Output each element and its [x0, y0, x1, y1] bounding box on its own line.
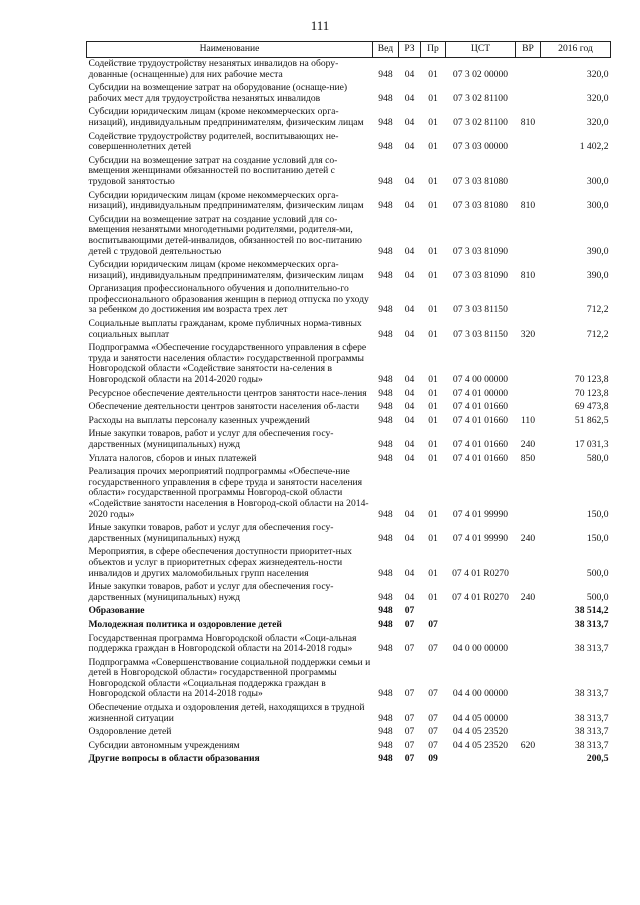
row-amount: 51 862,5: [574, 414, 609, 426]
row-ved: 948: [378, 245, 393, 257]
row-cst: [446, 605, 516, 619]
row-ved: 948: [378, 387, 393, 399]
row-ved: 948: [378, 618, 393, 630]
row-vr: [516, 605, 541, 619]
page-number: 111: [310, 18, 330, 33]
row-vr: [516, 131, 541, 155]
table-row: [87, 453, 611, 467]
row-cst: 07 4 01 00000: [452, 387, 509, 399]
row-rz: 07: [404, 726, 415, 738]
row-amount: 38 313,7: [574, 712, 609, 724]
row-name: Субсидии на возмещение затрат на создание условий для со-вмещения незанятыми многодетными родителями, родителя-ми, воспитывающими детей-инвалидов, обязанностей по вос-питанию детей с трудовой деятельностью: [88, 213, 362, 257]
row-rz: 04: [404, 141, 415, 153]
header-pr: Пр: [421, 42, 446, 58]
row-rz: 04: [404, 269, 415, 281]
row-rz: 07: [404, 712, 415, 724]
row-ved: 948: [378, 414, 393, 426]
row-rz: 04: [404, 328, 415, 340]
header-rz: РЗ: [399, 42, 421, 58]
row-name: Мероприятия, в сфере обеспечения доступности приоритет-ных объектов и услуг в приоритетных сферах жизнедеятель-ности инвалидов и других маломобильных групп населения: [88, 546, 352, 579]
row-rz: 04: [404, 304, 415, 316]
row-ved: 948: [378, 141, 393, 153]
table-row: [87, 726, 611, 740]
row-rz: 04: [404, 116, 415, 128]
row-cst: 07 3 02 81100: [453, 116, 508, 128]
row-rz: 04: [404, 414, 415, 426]
row-pr: [421, 605, 446, 619]
row-pr: 01: [428, 328, 438, 340]
row-cst: 07 3 03 81090: [452, 245, 509, 257]
row-cst: 07 4 01 01660: [452, 439, 509, 450]
row-cst: 07 3 02 00000: [452, 68, 509, 80]
row-ved: 948: [378, 401, 393, 413]
row-pr: 07: [428, 643, 438, 655]
row-name: Содействие трудоустройству незанятых инвалидов на обору-дованные (оснащенные) для них рабочие места: [88, 58, 339, 80]
row-amount: 38 313,7: [574, 688, 609, 700]
row-name: Содействие трудоустройству родителей, воспитывающих не-совершеннолетних детей: [88, 130, 339, 153]
row-name: Молодежная политика и оздоровление детей: [88, 618, 282, 630]
row-rz: 04: [404, 401, 415, 413]
row-vr: [516, 633, 541, 657]
row-ved: 948: [378, 175, 393, 187]
row-cst: 04 4 05 00000: [452, 712, 509, 724]
row-cst: 07 3 03 00000: [452, 141, 509, 153]
table-row: [87, 259, 611, 283]
row-rz: 04: [404, 200, 415, 212]
row-amount: 38 313,7: [574, 618, 609, 630]
row-vr: [516, 342, 541, 387]
row-cst: 04 0 00 00000: [452, 643, 509, 655]
row-vr: [516, 726, 541, 740]
row-vr: [516, 214, 541, 259]
row-rz: 07: [404, 605, 415, 617]
row-amount: 300,0: [586, 175, 609, 187]
row-cst: [446, 619, 516, 633]
table-row: [87, 702, 611, 726]
row-vr: [516, 546, 541, 581]
row-vr: [516, 466, 541, 522]
row-amount: 38 313,7: [574, 643, 609, 655]
table-row: [87, 740, 611, 754]
row-pr: 01: [428, 175, 438, 187]
table-row: [87, 401, 611, 415]
table-row: [87, 466, 611, 522]
row-name: Иные закупки товаров, работ и услуг для обеспечения госу-дарственных (муниципальных) нужд: [88, 581, 334, 603]
row-rz: 04: [404, 175, 415, 187]
row-name: Субсидии на возмещение затрат на создание условий для со-вмещения женщинами обязанностей по воспитанию детей с трудовой занятостью: [88, 154, 338, 187]
row-ved: 948: [378, 269, 393, 281]
row-cst: 07 3 03 81150: [453, 328, 508, 340]
row-vr: 320: [520, 328, 536, 340]
row-amount: 390,0: [586, 245, 609, 257]
row-amount: 70 123,8: [574, 374, 609, 386]
row-ved: 948: [378, 304, 393, 316]
table-row: [87, 415, 611, 429]
row-vr: [516, 401, 541, 415]
row-name: Социальные выплаты гражданам, кроме публичных норма-тивных социальных выплат: [88, 318, 362, 340]
row-amount: 70 123,8: [574, 387, 609, 399]
row-cst: 07 4 01 01660: [452, 414, 509, 426]
row-name: Подпрограмма «Совершенствование социальной поддержки семьи и детей в Новгородской области» государственной программы Новгородской области «Социальная поддержка граждан в Новгородской области на 2014-2018 годы»: [88, 656, 371, 700]
row-rz: 04: [404, 508, 415, 520]
table-row: [87, 753, 611, 767]
row-rz: 04: [404, 567, 415, 579]
row-amount: 390,0: [586, 269, 609, 281]
row-name: Расходы на выплаты персоналу казенных учреждений: [88, 414, 310, 426]
row-amount: 17 031,3: [574, 439, 609, 450]
row-rz: 04: [404, 591, 415, 603]
row-cst: 07 3 03 81150: [453, 304, 508, 316]
row-ved: 948: [378, 374, 393, 386]
row-cst: 07 4 01 01660: [452, 401, 509, 413]
row-ved: 948: [378, 712, 393, 724]
row-rz: 04: [404, 532, 415, 544]
row-pr: 07: [428, 726, 438, 738]
row-name: Субсидии на возмещение затрат на оборудование (оснаще-ние) рабочих мест для трудоустройства незанятых инвалидов: [88, 82, 348, 104]
row-name: Иные закупки товаров, работ и услуг для обеспечения госу-дарственных (муниципальных) нужд: [88, 428, 334, 450]
row-pr: 01: [428, 401, 438, 413]
row-pr: 07: [428, 739, 438, 751]
row-cst: 07 4 01 99990: [452, 532, 509, 544]
row-ved: 948: [378, 328, 393, 340]
row-ved: 948: [378, 92, 393, 104]
table-row: [87, 155, 611, 190]
row-pr: 01: [428, 387, 438, 399]
row-amount: 320,0: [586, 92, 609, 104]
row-pr: 01: [428, 414, 438, 426]
row-ved: 948: [378, 200, 393, 212]
row-amount: 200,5: [586, 753, 609, 765]
row-name: Субсидии юридическим лицам (кроме некоммерческих орга-низаций), индивидуальным предпринимателям, физическим лицам: [88, 189, 364, 212]
row-cst: 07 4 00 00000: [452, 374, 509, 386]
budget-table: [86, 41, 611, 767]
row-ved: 948: [378, 116, 393, 128]
row-pr: 01: [428, 92, 438, 104]
row-ved: 948: [378, 643, 393, 655]
table-row: [87, 106, 611, 130]
table-row: [87, 388, 611, 402]
row-pr: 01: [428, 591, 438, 603]
row-rz: 07: [404, 688, 415, 700]
row-ved: 948: [378, 591, 393, 603]
row-rz: 07: [404, 739, 415, 751]
table-row: [87, 190, 611, 214]
row-amount: 500,0: [586, 567, 609, 579]
row-cst: 07 4 01 R0270: [452, 567, 509, 579]
table-row: [87, 657, 611, 702]
row-rz: 04: [404, 245, 415, 257]
row-rz: 07: [404, 753, 415, 765]
table-header-row: [87, 42, 611, 58]
row-rz: 04: [404, 68, 415, 80]
row-amount: 150,0: [586, 532, 609, 544]
table-row: [87, 581, 611, 605]
row-rz: 04: [404, 387, 415, 399]
row-vr: 620: [520, 739, 536, 751]
row-rz: 04: [404, 452, 415, 464]
table-row: [87, 342, 611, 387]
row-cst: 04 4 05 23520: [452, 726, 509, 738]
row-vr: [516, 619, 541, 633]
row-amount: 580,0: [586, 452, 609, 464]
row-amount: 38 313,7: [574, 726, 609, 738]
row-cst: [446, 753, 516, 767]
row-pr: 09: [428, 753, 438, 765]
table-row: [87, 318, 611, 342]
table-row: [87, 428, 611, 452]
row-vr: [516, 702, 541, 726]
row-ved: 948: [378, 739, 393, 751]
row-cst: 04 4 05 23520: [452, 739, 509, 751]
row-pr: 01: [428, 116, 438, 128]
row-name: Реализация прочих мероприятий подпрограммы «Обеспече-ние государственного управления в сфере труда и занятости населения области» государственной программы Новгород-ской области «Содействие занятости населения в Новгород-ской области на 2014-2020 годы»: [88, 466, 369, 520]
row-name: Оздоровление детей: [88, 726, 172, 738]
row-vr: 240: [520, 591, 536, 603]
header-ved: Вед: [373, 42, 399, 58]
row-vr: [516, 58, 541, 83]
row-pr: 07: [428, 618, 438, 630]
row-pr: 07: [428, 712, 438, 724]
row-vr: [516, 388, 541, 402]
row-name: Обеспечение отдыха и оздоровления детей, находящихся в трудной жизненной ситуации: [88, 702, 365, 724]
table-row: [87, 546, 611, 581]
row-amount: 69 473,8: [574, 401, 609, 413]
row-amount: 320,0: [586, 116, 609, 128]
row-name: Обеспечение деятельности центров занятости населения об-ласти: [88, 401, 360, 413]
row-amount: 150,0: [586, 508, 609, 520]
row-vr: 240: [520, 532, 536, 544]
table-body: [87, 58, 611, 768]
row-name: Подпрограмма «Обеспечение государственного управления в сфере труда и занятости населения области» государственной программы Новгородской области «Содействие занятости на-селения в Новгородской области на 2014-2020 годы»: [88, 342, 367, 386]
row-vr: [516, 82, 541, 106]
row-vr: 850: [520, 452, 536, 464]
row-name: Субсидии автономным учреждениям: [88, 739, 240, 751]
header-amount: 2016 год: [541, 42, 611, 58]
row-cst: 07 4 01 99990: [452, 508, 509, 520]
row-ved: 948: [378, 439, 393, 450]
header-name: Наименование: [87, 42, 373, 58]
table-row: [87, 82, 611, 106]
row-pr: 01: [428, 304, 438, 316]
row-name: Субсидии юридическим лицам (кроме некоммерческих орга-низаций), индивидуальным предпринимателям, физическим лицам: [88, 106, 364, 128]
row-ved: 948: [378, 726, 393, 738]
row-vr: 810: [520, 116, 536, 128]
table-row: [87, 131, 611, 155]
row-pr: 01: [428, 200, 438, 212]
row-vr: 240: [520, 439, 536, 450]
row-ved: 948: [378, 508, 393, 520]
row-name: Государственная программа Новгородской области «Соци-альная поддержка граждан в Новгородской области на 2014-2018 годы»: [88, 632, 357, 655]
row-pr: 01: [428, 374, 438, 386]
row-vr: 110: [520, 414, 536, 426]
row-cst: 07 3 03 81080: [452, 200, 509, 212]
row-ved: 948: [378, 567, 393, 579]
row-name: Уплата налогов, сборов и иных платежей: [88, 452, 257, 464]
row-pr: 01: [428, 508, 438, 520]
row-amount: 38 313,7: [574, 739, 609, 751]
header-cst: ЦСТ: [446, 42, 516, 58]
row-ved: 948: [378, 68, 393, 80]
row-name: Иные закупки товаров, работ и услуг для обеспечения госу-дарственных (муниципальных) нужд: [88, 522, 334, 544]
row-ved: 948: [378, 452, 393, 464]
row-vr: 810: [520, 200, 536, 212]
row-pr: 01: [428, 141, 438, 153]
row-pr: 01: [428, 245, 438, 257]
row-ved: 948: [378, 688, 393, 700]
row-name: Образование: [88, 605, 145, 617]
table-row: [87, 58, 611, 83]
row-rz: 04: [404, 374, 415, 386]
row-cst: 04 4 00 00000: [452, 688, 509, 700]
row-cst: 07 4 01 R0270: [452, 591, 509, 603]
row-name: Субсидии юридическим лицам (кроме некоммерческих орга-низаций), индивидуальным предпринимателям, физическим лицам: [88, 259, 364, 281]
row-cst: 07 3 03 81090: [452, 269, 509, 281]
row-amount: 1 402,2: [579, 141, 609, 153]
row-vr: [516, 657, 541, 702]
row-amount: 500,0: [586, 591, 609, 603]
row-vr: [516, 283, 541, 318]
row-cst: 07 3 02 81100: [453, 92, 508, 104]
row-rz: 04: [404, 92, 415, 104]
row-name: Ресурсное обеспечение деятельности центров занятости насе-ления: [88, 387, 367, 399]
table-row: [87, 633, 611, 657]
row-vr: 810: [520, 269, 536, 281]
row-ved: 948: [378, 605, 393, 617]
row-amount: 712,2: [586, 304, 609, 316]
row-vr: [516, 753, 541, 767]
row-rz: 07: [404, 643, 415, 655]
row-pr: 01: [428, 452, 438, 464]
row-pr: 01: [428, 68, 438, 80]
row-pr: 01: [428, 567, 438, 579]
row-rz: 04: [404, 439, 415, 450]
row-amount: 712,2: [586, 328, 609, 340]
row-amount: 38 514,2: [574, 605, 609, 617]
row-name: Другие вопросы в области образования: [88, 753, 260, 765]
row-ved: 948: [378, 753, 393, 765]
row-ved: 948: [378, 532, 393, 544]
row-name: Организация профессионального обучения и дополнительно-го профессионального образования женщин в период отпуска по уходу за ребенком до достижения им возраста трех лет: [88, 283, 369, 316]
row-amount: 300,0: [586, 200, 609, 212]
row-amount: 320,0: [586, 68, 609, 80]
table-row: [87, 522, 611, 546]
row-vr: [516, 155, 541, 190]
row-cst: 07 3 03 81080: [452, 175, 509, 187]
row-pr: 01: [428, 532, 438, 544]
row-pr: 01: [428, 269, 438, 281]
header-vr: ВР: [516, 42, 541, 58]
row-cst: 07 4 01 01660: [452, 452, 509, 464]
table-row: [87, 283, 611, 318]
row-pr: 07: [428, 688, 438, 700]
row-pr: 01: [428, 439, 438, 450]
table-row: [87, 619, 611, 633]
row-rz: 07: [404, 618, 415, 630]
table-row: [87, 605, 611, 619]
table-row: [87, 214, 611, 259]
